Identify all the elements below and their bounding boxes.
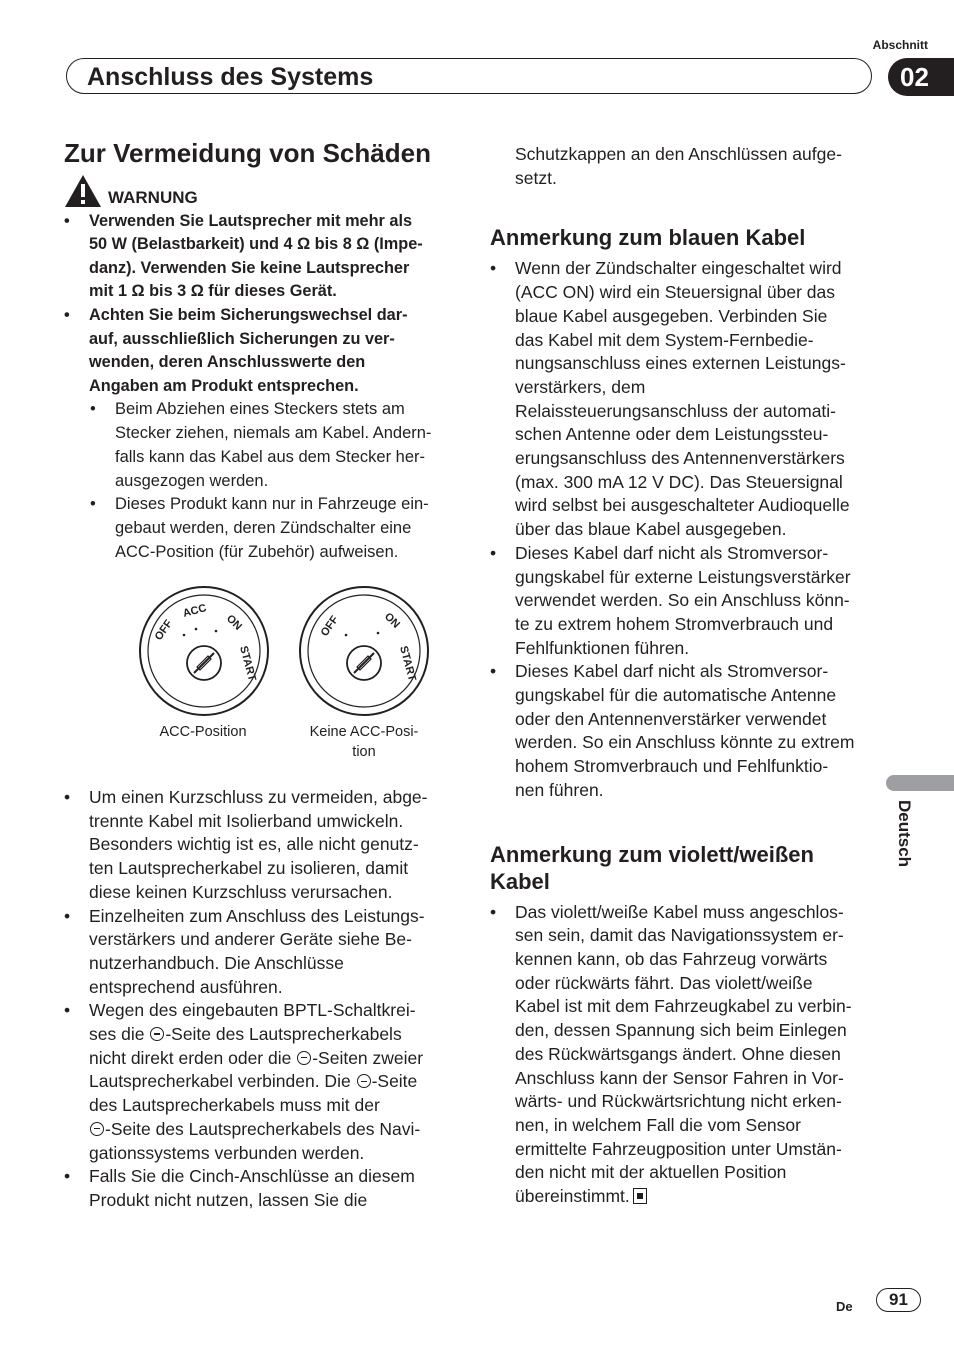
violet-cable-heading: Anmerkung zum violett/weißen Kabel (490, 841, 814, 894)
violet-cable-list (490, 901, 882, 1209)
switch-label-on: ON (223, 612, 245, 633)
list-item: • Um einen Kurzschluss zu vermeiden, abge- trennte Kabel mit Isolierband umwickeln. Besonders wichtig ist es, alle nicht genutz- ten Lautsprecherkabel zu isolieren, damit diese keinen Kurzschluss verursachen. (64, 786, 454, 905)
right-column (490, 143, 882, 1209)
switch-label-start: START (397, 644, 418, 683)
list-item: • Beim Abziehen eines Steckers stets am Stecker ziehen, niemals am Kabel. Andern- falls kann das Kabel aus dem Stecker her- ausgezogen werden. (90, 398, 454, 493)
list-item: • Verwenden Sie Lautsprecher mit mehr als 50 W (Belastbarkeit) und 4 Ω bis 8 Ω (Impe- danz). Verwenden Sie keine Lautsprecher mit 1 Ω bis 3 Ω für dieses Gerät. (64, 210, 454, 304)
language-label: Deutsch (895, 800, 914, 868)
section-heading: Zur Vermeidung von Schäden (64, 138, 431, 168)
minus-circle-icon (297, 1051, 311, 1065)
end-of-section-icon (633, 1188, 647, 1204)
language-code: De (836, 1299, 853, 1314)
minus-circle-icon (357, 1074, 371, 1088)
language-tab (886, 775, 954, 791)
switch-label-acc: ACC (181, 602, 208, 620)
minus-circle-icon (90, 1122, 104, 1136)
warning-icon (64, 174, 102, 208)
switch-label-on: ON (381, 610, 403, 631)
sub-list (90, 398, 454, 564)
list-item: • Dieses Produkt kann nur in Fahrzeuge ein- gebaut werden, deren Zündschalter eine ACC-Position (für Zubehör) aufweisen. (90, 493, 454, 564)
minus-circle-icon (150, 1027, 164, 1041)
caption-acc: ACC-Position (159, 724, 247, 740)
caption-noacc: Keine ACC-Posi- tion (309, 724, 419, 760)
list-item: • Wenn der Zündschalter eingeschaltet wird (ACC ON) wird ein Steuersignal über das blaue Kabel ausgegeben. Verbinden Sie das Kabel mit dem System-Fernbedie- nungsanschluss eines externen Leistungs- verstärkers, dem Relaissteuerungsanschluss der automati- schen Antenne oder dem Leistungssteu- erungsanschluss des Antennenverstärkers (max. 300 mA 12 V DC). Das Steuersignal wird selbst bei ausgeschalteter Audioquelle über das blaue Kabel ausgegeben. (490, 257, 882, 541)
header-bar (66, 58, 872, 94)
left-lower-column (64, 786, 454, 1213)
left-column (64, 138, 454, 564)
list-item: • Dieses Kabel darf nicht als Stromversor- gungskabel für externe Leistungsverstärker verwendet werden. So ein Anschluss könn- te zu extrem hohem Stromverbrauch und Fehlfunktionen führen. (490, 542, 882, 661)
continuation-text: Schutzkappen an den Anschlüssen aufge- setzt. (515, 144, 842, 188)
warning-title: WARNUNG (108, 187, 198, 207)
blue-cable-heading: Anmerkung zum blauen Kabel (490, 225, 806, 251)
warning-header (64, 174, 454, 212)
section-label: Abschnitt (872, 38, 928, 52)
list-item: • Dieses Kabel darf nicht als Stromversor- gungskabel für die automatische Antenne oder den Antennenverstärker verwendet werden. So ein Anschluss könnte zu extrem hohem Stromverbrauch und Fehlfunktio- nen führen. (490, 660, 882, 802)
ignition-switch-acc-figure (138, 585, 270, 717)
switch-label-off: OFF (318, 613, 342, 639)
bullet-list (64, 786, 454, 1213)
list-item: • Das violett/weiße Kabel muss angeschlos- sen sein, damit das Navigationssystem er- kennen kann, ob das Fahrzeug vorwärts oder rückwärts fährt. Das violett/weiße Kabel ist mit dem Fahrzeugkabel zu verbin- den, dessen Spannung sich beim Einlegen des Rückwärtsgangs ändert. Ohne diesen Anschluss kann der Sensor Fahren in Vor- wärts- und Rückwärtsrichtung nicht erken- nen, in welchem Fall die vom Sensor ermittelte Fahrzeugposition unter Umstän- den nicht mit der aktuellen Position übereinstimmt. (490, 901, 882, 1209)
switch-label-off: OFF (152, 617, 176, 643)
switch-label-start: START (237, 644, 258, 683)
list-item: • Achten Sie beim Sicherungswechsel dar- auf, ausschließlich Sicherungen zu ver- wenden, deren Anschlusswerte den Angaben am Produkt entsprechen. (64, 304, 454, 398)
page-title: Anschluss des Systems (87, 63, 374, 91)
list-item: • Wegen des eingebauten BPTL-Schaltkrei- ses die -Seite des Lautsprecherkabels nicht direkt erden oder die -Seiten zweier Lautsprecherkabel verbinden. Die -Seite des Lautsprecherkabels muss mit der -Seite des Lautsprecherkabels des Navi- gationssystems verbunden werden. (64, 999, 454, 1165)
blue-cable-list (490, 257, 882, 802)
list-item: • Einzelheiten zum Anschluss des Leistungs- verstärkers und anderer Geräte siehe Be- nutzerhandbuch. Die Anschlüsse entsprechend ausführen. (64, 905, 454, 1000)
ignition-switch-noacc-figure (298, 585, 430, 717)
page-number: 91 (876, 1288, 921, 1312)
chapter-number: 02 (888, 58, 954, 96)
warning-list (64, 210, 454, 399)
list-item: • Falls Sie die Cinch-Anschlüsse an diesem Produkt nicht nutzen, lassen Sie die (64, 1165, 454, 1212)
